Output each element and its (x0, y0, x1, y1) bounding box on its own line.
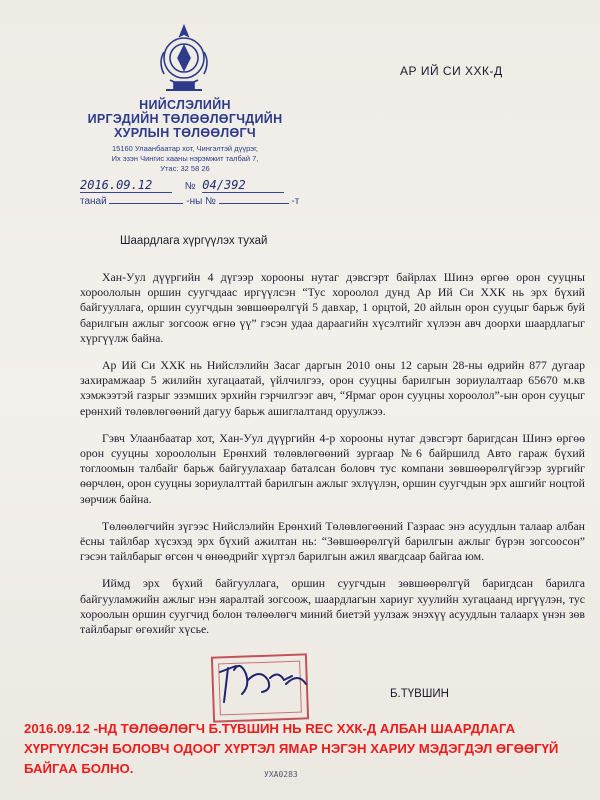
org-name-line1: НИЙСЛЭЛИЙН (139, 98, 231, 112)
overlay-annotation: 2016.09.12 -НД ТӨЛӨӨЛӨГЧ Б.ТҮВШИН НЬ REC ХХК-Д АЛБАН ШААРДЛАГА ХҮРГҮҮЛСЭН БОЛОВЧ ОДООГ ХҮРТЭЛ ЯМАР НЭГЭН ХАРИУ МЭДЭГДЭЛ ӨГӨӨГҮЙ БАЙГАА БОЛНО. (24, 721, 559, 776)
body-paragraph-3: Гэвч Улаанбаатар хот, Хан-Уул дүүргийн 4-р хорооны нутаг дэвсгэрт баригдсан Шинэ өргөө орон сууцны хороололын Ерөнхий төлөвлөгөөний зургаар №6 байршилд Авто гараж бүхий тоглоомын талбайг барьж байгуулахаар баталсан боловч тус компани зөвшөөрөлгүйгээр зургийг өөрчлөн, орон сууцны зориулалттай барилгын ажлыг эхлүүлэн, оршин суугчдын эрх ашгийг ноцтой зөрчиж байна. (80, 430, 585, 506)
recipient: АР ИЙ СИ ХХК-Д (400, 64, 503, 78)
number-label: № (184, 181, 196, 192)
document-serial: УХА0283 (264, 770, 298, 779)
reply-label-3: -т (291, 196, 300, 207)
body-paragraph-5: Иймд эрх бүхий байгууллага, оршин суугчдын зөвшөөрөлгүй баригдсан барилга байгууламжийн ажлыг нэн яаралтай зогсоож, шаардлагын хариуг хуулийн хугацаанд иргүүлэн, тус хороолын оршин суугчид болон төлөөлөгч миний биетэй уулзаж энэхүү асуудлын талаарх үнэн зөв тайлбарыг өгөхийг хүсье. (80, 576, 585, 637)
reply-label-1: танай (80, 196, 107, 207)
org-name-line2: ИРГЭДИЙН ТӨЛӨӨЛӨГЧДИЙН (87, 112, 283, 126)
address-line1: 15160 Улаанбаатар хот, Чингэлтэй дүүрэг, (111, 144, 258, 153)
reply-label-2: -ны № (186, 196, 216, 207)
body-paragraph-2: Ар Ий Си ХХК нь Нийслэлийн Засаг даргын 2010 оны 12 сарын 28-ны өдрийн 877 дугаар захирамжаар 5 жилийн хугацаатай, үйлчилгээ, орон сууцны барилгын зориулалтаар 65670 м.кв хэмжээтэй газрыг эзэмших эрхийн гэрчилгээг авч, “Ярмаг орон сууцны хороолол”-ын орон сууцыг ерөнхий төлөвлөгөөний дагуу барьж ашиглалтанд оруулжээ. (80, 358, 585, 418)
body-paragraph-1: Хан-Уул дүүргийн 4 дүгээр хорооны нутаг дэвсгэрт байрлах Шинэ өргөө орон сууцны хороололын оршин суугчдаас иргүүлсэн “Тус хороолол дунд Ар Ий Си ХХК нь эрх бүхий байгууллага, оршин суугчдын зөвшөөрөлгүй 5 давхар, 1 орцтой, 20 айлын орон сууцыг барьж буй барилгын ажлыг зогсоож өгнө үү” гэсэн удаа дараагийн хүсэлтийг хүлээн авч доорхи шаардлагыг хүргүүлж байна. (80, 270, 585, 345)
reference-line-outgoing (80, 178, 330, 193)
signer-name: Б.ТҮВШИН (390, 688, 449, 700)
letterhead-address (60, 144, 310, 174)
letter-body (80, 270, 585, 649)
reference-line-incoming (80, 196, 330, 207)
state-emblem-icon (152, 22, 216, 98)
reference-date: 2016.09.12 (80, 178, 172, 193)
address-line2: Их эзэн Чингис хааны нэрэмжит талбай 7, (111, 154, 259, 163)
body-paragraph-4: Төлөөлөгчийн зүгээс Нийслэлийн Ерөнхий Төлөвлөгөөний Газраас энэ асуудлын талаар албан ёсны тайлбар хүсэхэд эрх бүхий ажилтан нь: “Зөвшөөрөлгүй барилгын ажлыг бүрэн зогсоосон” гэсэн тайлбарыг өгсөн ч өнөөдрийг хүртэл барилгын ажил явагдсаар байгаа юм. (80, 518, 585, 564)
reference-number: 04/392 (202, 178, 284, 193)
org-name-line3: ХУРЛЫН ТӨЛӨӨЛӨГЧ (114, 126, 256, 140)
address-line3: Утас: 32 58 26 (160, 164, 210, 173)
letter-subject: Шаардлага хүргүүлэх тухай (120, 235, 268, 247)
reply-date-blank (109, 203, 183, 204)
handwritten-signature-icon (212, 650, 312, 712)
letterhead-organization (60, 98, 310, 140)
reply-number-blank (219, 203, 289, 204)
